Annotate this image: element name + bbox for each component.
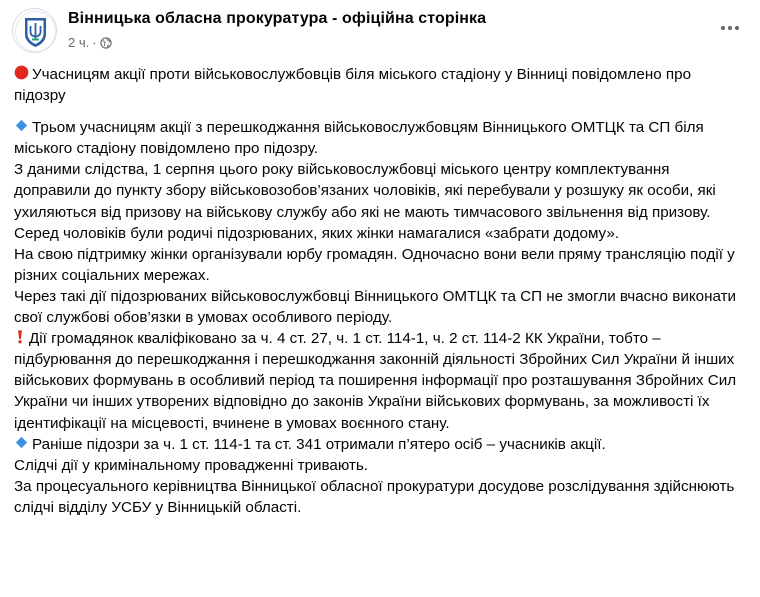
paragraph-text: Дії громадянок кваліфіковано за ч. 4 ст. 27, ч. 1 ст. 114-1, ч. 2 ст. 114-2 КК України, тобто – підбурювання до перешкоджання і перешкоджання законній діяльності Збройних Сил України й інших військових формувань в особливий період та поширення інформації про розташування Збройних Сил України чи інших утворених відповідно до законів України військових формувань, за можливості їх ідентифікації на місцевості, вчинене в умовах воєнного стану. <box>14 330 737 432</box>
paragraph-text: Слідчі дії у кримінальному провадженні тривають. <box>14 456 368 474</box>
blue-diamond-icon <box>14 118 29 133</box>
paragraph-text: Серед чоловіків були родичі підозрюваних, яких жінки намагалися «забрати додому». <box>14 224 619 242</box>
red-circle-icon <box>14 65 29 80</box>
paragraph-text: На свою підтримку жінки організували юрбу громадян. Одночасно вони вели пряму трансляцію події у різних соціальних мережах. <box>14 245 735 284</box>
more-dot <box>721 26 725 30</box>
post-time-link[interactable]: 2 ч. <box>68 35 90 50</box>
post-paragraph <box>14 223 744 244</box>
page-name-link[interactable]: Вінницька обласна прокуратура - офіційна сторінка <box>68 10 487 27</box>
page-avatar[interactable] <box>12 8 57 53</box>
more-options-button[interactable] <box>716 18 744 38</box>
more-dot <box>735 26 739 30</box>
paragraph-text: За процесуального керівництва Вінницької обласної прокуратури досудове розслідування здійснюють слідчі відділу УСБУ у Вінницькій області. <box>14 477 735 516</box>
post-meta <box>68 35 112 50</box>
paragraph-text: Трьом учасницям акції з перешкоджання військовослужбовцям Вінницького ОМТЦК та СП біля міського стадіону повідомлено про підозру. <box>14 119 704 158</box>
post-paragraph <box>14 328 744 433</box>
headline-text: Учасницям акції проти військовослужбовців біля міського стадіону у Вінниці повідомлено про підозру <box>14 66 692 105</box>
post-paragraph <box>14 434 744 455</box>
paragraph-text: Через такі дії підозрюваних військовослужбовці Вінницького ОМТЦК та СП не змогли вчасно виконати свої службові обов’язки в умовах особливого періоду. <box>14 287 737 327</box>
post-paragraph <box>14 455 744 476</box>
prosecutor-emblem-icon <box>13 9 57 53</box>
post-paragraph <box>14 244 744 286</box>
paragraph-gap <box>14 106 744 117</box>
post-body <box>14 64 744 518</box>
paragraph-text: Раніше підозри за ч. 1 ст. 114-1 та ст. 341 отримали п’ятеро осіб – учасників акції. <box>32 435 606 453</box>
meta-separator: · <box>92 35 97 50</box>
blue-diamond-icon <box>14 435 29 450</box>
post-paragraph <box>14 476 744 518</box>
exclamation-icon <box>14 329 26 344</box>
post-headline <box>14 64 744 106</box>
globe-icon <box>100 37 112 49</box>
post-header <box>12 8 748 56</box>
more-dot <box>728 26 732 30</box>
post-paragraph <box>14 117 744 159</box>
post-paragraph <box>14 159 744 222</box>
post-paragraph <box>14 286 744 328</box>
paragraph-text: З даними слідства, 1 серпня цього року військовослужбовці міського центру комплектування доправили до пункту збору військовозобов’язаних чоловіків, які перебували у розшуку як особи, які ухиляються від призову на військову службу або які не мають тимчасового звільнення від призову. <box>14 161 716 221</box>
